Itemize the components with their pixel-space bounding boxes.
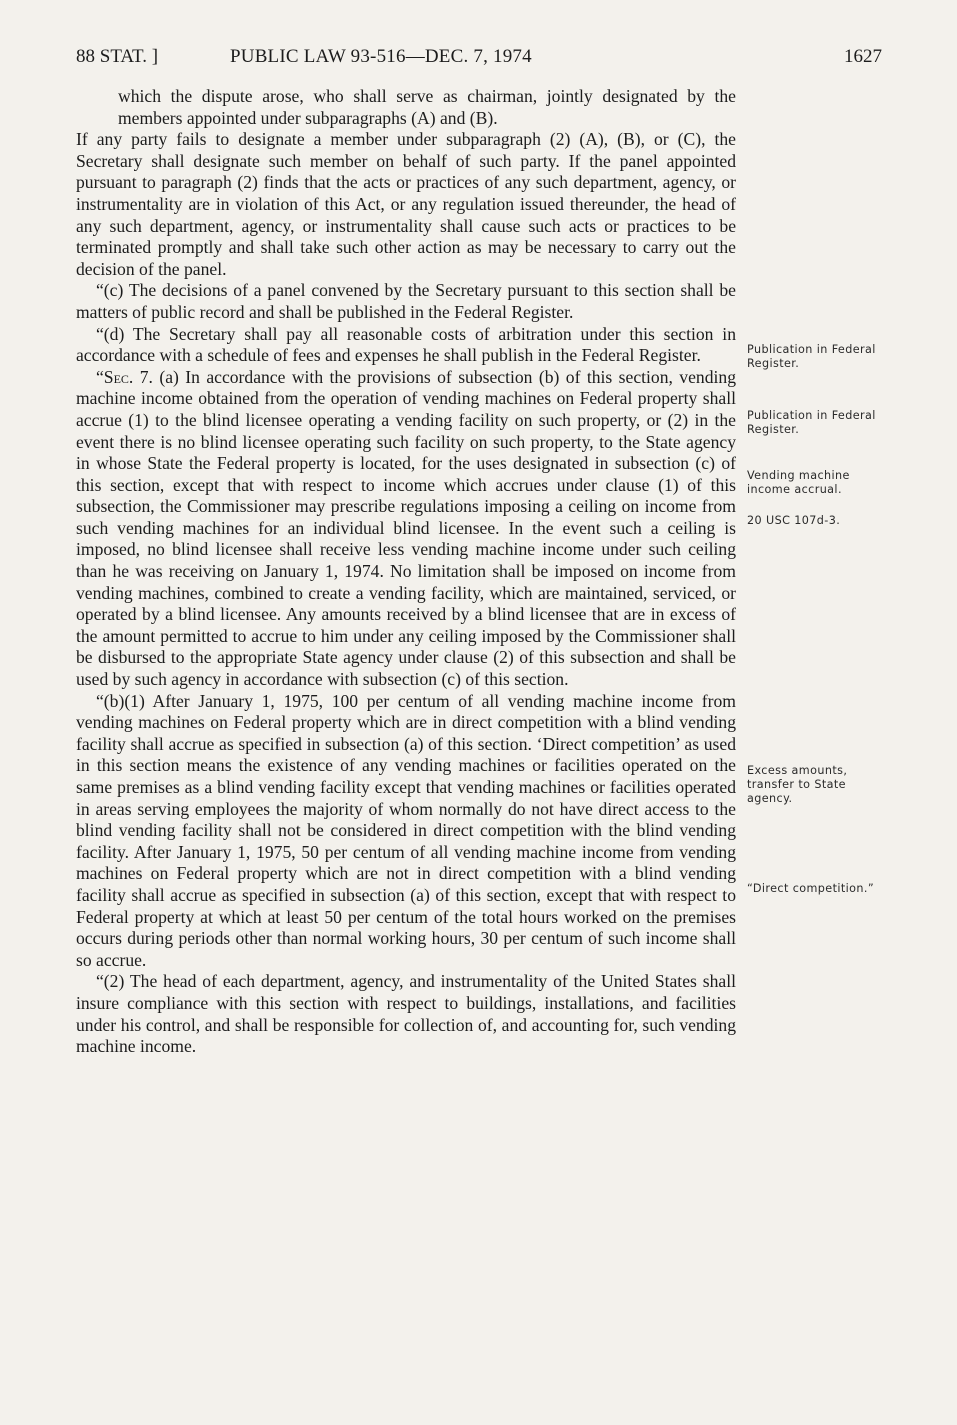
section-7a-text: 7. (a) In accordance with the provisions of subsection (b) of this section, vending machine income obtained from the operation of vending machines on Federal property shall accrue (1) to the blind licensee operating a vending facility on such property, or (2) in the event there is no blind licensee operating such facility on such property, to the State agency in whose State the Federal property is located, for the uses designated in subsection (c) of this section, except that with respect to income which accrues under clause (1) of this subsection, the Commissioner may prescribe regulations imposing a ceiling on income from such vending machines for an individual blind licensee. In the event such a ceiling is imposed, no blind licensee shall receive less vending machine income under such ceiling than he was receiving on January 1, 1974. No limitation shall be imposed on income from vending machines, combined to create a vending facility, which are maintained, serviced, or operated by a blind licensee. Any amounts received by a blind licensee that are in excess of the amount permitted to accrue to him under any ceiling imposed by the Commissioner shall be disbursed to the appropriate State agency under clause (2) of this subsection and shall be used by such agency in accordance with subsection (c) of this section. bbox=[76, 366, 736, 690]
paragraph-designation: If any party fails to designate a member under subparagraph (2) (A), (B), or (C), the Secretary shall designate such member on behalf of such party. If the panel appointed pursuant to paragraph (2) finds that the acts or practices of any such department, agency, or instrumentality are in violation of this Act, or any regulation issued thereunder, the head of any such department, agency, or instrumentality shall cause such acts or practices to be terminated promptly and shall take such other action as may be necessary to carry out the decision of the panel. bbox=[76, 129, 736, 279]
margin-note-direct-competition: “Direct competition.” bbox=[747, 882, 875, 895]
main-text bbox=[76, 86, 736, 1058]
statute-volume: 88 STAT. ] bbox=[76, 46, 159, 67]
margin-note-vending-accrual: Vending machine income accrual. bbox=[747, 469, 850, 496]
paragraph-subsection-c: “(c) The decisions of a panel convened by the Secretary pursuant to this section shall be matters of public record and shall be published in the Federal Register. bbox=[76, 280, 736, 322]
page-number: 1627 bbox=[844, 46, 882, 67]
paragraph-section-7a bbox=[76, 367, 736, 691]
margin-note-publication-d: Publication in Federal Register. bbox=[747, 409, 876, 436]
paragraph-section-7b2: “(2) The head of each department, agency, and instrumentality of the United States shall insure compliance with this section with respect to buildings, installations, and facilities under his control, and shall be responsible for collection of, and accounting for, such vending machine income. bbox=[76, 971, 736, 1057]
margin-note-publication-c: Publication in Federal Register. bbox=[747, 343, 876, 370]
page-header bbox=[76, 46, 882, 72]
margin-note-excess-amounts: Excess amounts, transfer to State agency. bbox=[747, 764, 848, 805]
paragraph-section-7b1: “(b)(1) After January 1, 1975, 100 per centum of all vending machine income from vending machines on Federal property which are in direct competition with a blind vending facility shall accrue as specified in subsection (a) of this section. ‘Direct competition’ as used in this section means the existence of any vending machines or facilities operated on the same premises as a blind vending facility except that vending machines or facilities operated in areas serving employees the majority of whom normally do not have direct access to the blind vending facility shall not be considered in direct competition with the blind vending facility. After January 1, 1975, 50 per centum of all vending machine income from vending machines on Federal property which are not in direct competition with a blind vending facility shall accrue as specified in subsection (a) of this section, except that with respect to Federal property at which at least 50 per centum of the total hours worked on the premises occurs during periods other than normal working hours, 30 per centum of such income shall so accrue. bbox=[76, 690, 736, 970]
section-label: “Sec. bbox=[96, 366, 134, 387]
paragraph-subsection-d: “(d) The Secretary shall pay all reasonable costs of arbitration under this section in accordance with a schedule of fees and expenses he shall publish in the Federal Register. bbox=[76, 323, 736, 366]
margin-note-usc-citation: 20 USC 107d-3. bbox=[747, 514, 841, 527]
running-title: PUBLIC LAW 93-516—DEC. 7, 1974 bbox=[230, 46, 532, 67]
paragraph-chairman: which the dispute arose, who shall serve as chairman, jointly designated by the members appointed under subparagraphs (A) and (B). bbox=[118, 86, 736, 128]
